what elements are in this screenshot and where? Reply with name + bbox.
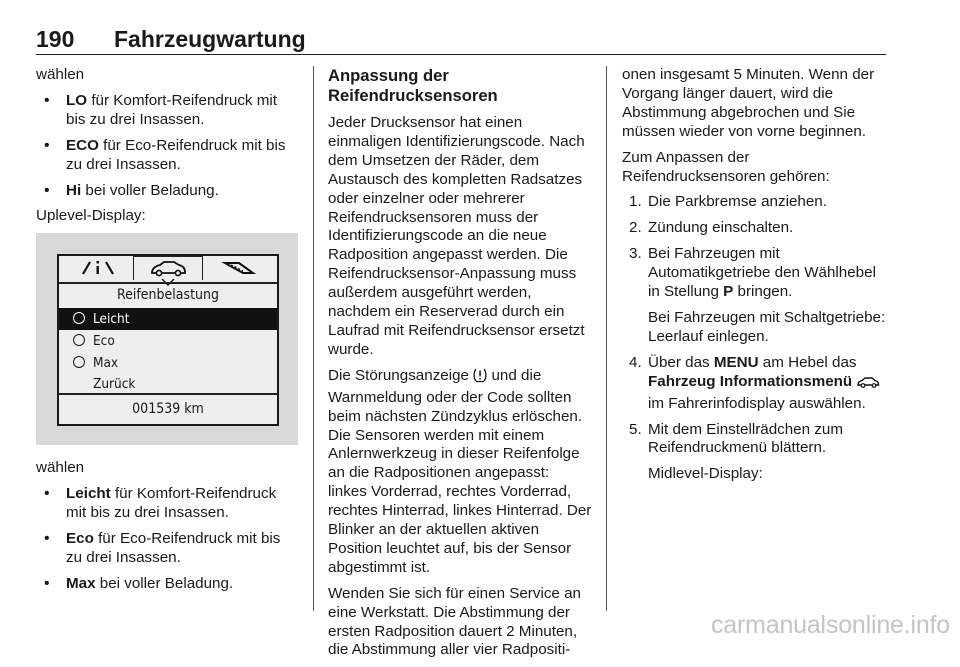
list-item: 3. Bei Fahrzeugen mit Automatikgetriebe den Wählhebel in Stellung P bringen. Bei Fahrzeugen mit Schaltgetriebe: Leerlauf einlegen. [622, 245, 888, 347]
list-item: 2. Zündung einschalten. [629, 219, 794, 237]
watermark: carmanualsonline.info [710, 611, 950, 639]
car-tab-icon [133, 256, 203, 280]
list-item: • Max bei voller Beladung. [36, 575, 300, 594]
paragraph: Wenden Sie sich für einen Service an eine Werkstatt. Die Abstimmung der ersten Radposition dauert 2 Minuten, die Abstimmung aller vier Radpositi- [328, 584, 581, 659]
car-info-icon [856, 375, 880, 395]
step-note: Bei Fahrzeugen mit Schaltgetriebe: Leerlauf einlegen. [648, 308, 886, 345]
bullet-list [36, 92, 300, 201]
paragraph: Die Störungsanzeige und die Warnmeldung oder der Code sollten beim nächsten Zündzyklus erlöschen. Die Sensoren werden mit einem Anlernwerkzeug in dieser Reifenfolge an die Radpositionen angepasst: linkes Vorderrad, rechtes Vorderrad, rechtes Hinterrad, linkes Hinterrad. Der Blinker an der aktuellen aktiven Position leuchtet auf, bis der Sensor abgestimmt ist. [328, 366, 592, 576]
road-tab-icon [215, 256, 265, 280]
list-item: 4. Über das MENU am Hebel das Fahrzeug Informationsmenü im Fahrerinfodisplay auswählen. [622, 354, 888, 414]
display-option-selected: Leicht [59, 308, 277, 330]
list-item: 1. Die Parkbremse anziehen. [629, 193, 827, 211]
column-right [622, 66, 888, 491]
paragraph: wählen [36, 66, 85, 83]
paragraph: onen insgesamt 5 Minuten. Wenn der Vorgang länger dauert, wird die Abstimmung abgebrochen und Sie müssen wieder von vorne beginnen. [622, 66, 875, 140]
column-divider [313, 66, 314, 611]
column-left [36, 66, 300, 601]
uplevel-display-image [36, 233, 298, 445]
tire-pressure-warning-icon [473, 367, 487, 389]
column-middle [328, 66, 592, 667]
warning-tab-icon [73, 256, 123, 280]
display-screen [57, 254, 279, 426]
column-divider [606, 66, 607, 611]
list-item: • Eco für Eco-Reifendruck mit bis zu drei Insassen. [36, 530, 300, 568]
paragraph: Jeder Drucksensor hat einen einmaligen Identifizierungscode. Nach dem Umsetzen der Räder, dem Austausch des kompletten Radsatzes oder einzelner oder mehrerer Reifendrucksensoren muss der Identifizierungscode an die neue Radposition angepasst werden. Die Reifendrucksensor-Anpassung muss außerdem ausgeführt werden, nachdem ein Reserverad durch ein Laufrad mit Reifendrucksensor ersetzt wurde. [328, 114, 585, 358]
display-option: Eco [59, 330, 277, 352]
list-item: • Hi bei voller Beladung. [36, 182, 300, 201]
list-item: • LO für Komfort-Reifendruck mit bis zu drei Insassen. [36, 92, 300, 130]
display-title: Reifenbelastung [117, 287, 219, 304]
list-item: • Leicht für Komfort-Reifendruck mit bis zu drei Insassen. [36, 485, 300, 523]
section-heading: Anpassung der Reifendrucksensoren [328, 66, 498, 105]
chapter-title: Fahrzeugwartung [114, 26, 306, 52]
divider [59, 393, 277, 395]
display-tabs [59, 256, 277, 282]
numbered-steps [622, 193, 888, 484]
radio-icon [73, 356, 85, 368]
divider [59, 282, 277, 284]
list-item: 5. Mit dem Einstellrädchen zum Reifendruckmenü blättern. Midlevel-Display: [622, 421, 888, 485]
paragraph: wählen [36, 459, 85, 477]
display-option: Max [59, 352, 277, 374]
page-header [36, 24, 886, 55]
display-back-option: Zurück [93, 376, 136, 393]
odometer-readout: 001539 km [132, 401, 204, 418]
radio-icon [73, 312, 85, 324]
step-note: Midlevel-Display: [648, 465, 763, 483]
bullet-list [36, 485, 300, 594]
display-caption: Uplevel-Display: [36, 207, 146, 225]
list-item: • ECO für Eco-Reifendruck mit bis zu drei Insassen. [36, 137, 300, 175]
radio-icon [73, 334, 85, 346]
page-number: 190 [36, 26, 75, 52]
paragraph: Zum Anpassen der Reifendrucksensoren gehören: [622, 148, 830, 185]
